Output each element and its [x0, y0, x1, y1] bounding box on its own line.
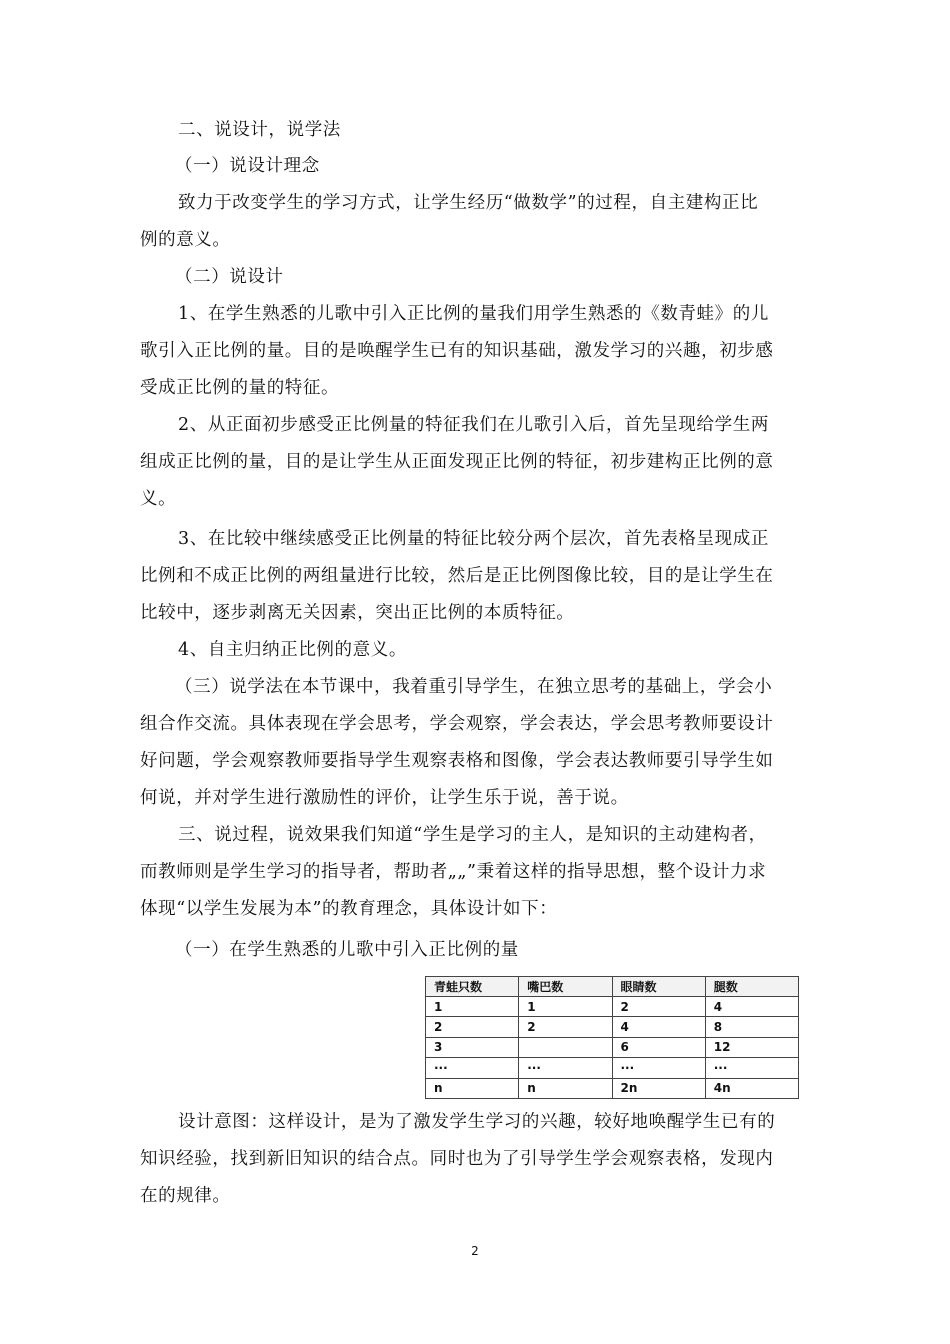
table-header-cell: 青蛙只数 — [426, 977, 519, 997]
paragraph-line: 3、在比较中继续感受正比例量的特征比较分两个层次，首先表格呈现成正 — [178, 529, 769, 549]
paragraph-line: 比例和不成正比例的两组量进行比较，然后是正比例图像比较，目的是让学生在 — [140, 566, 774, 586]
paragraph-line: 2、从正面初步感受正比例量的特征我们在儿歌引入后，首先呈现给学生两 — [178, 415, 769, 435]
table-cell: 2n — [612, 1078, 705, 1098]
table-cell: ··· — [612, 1058, 705, 1078]
table-cell: 8 — [705, 1017, 798, 1037]
table-cell: ··· — [705, 1058, 798, 1078]
frog-count-table-wrap — [425, 976, 799, 1099]
subheading-design: （二）说设计 — [175, 267, 284, 287]
paragraph-line: 例的意义。 — [140, 230, 231, 250]
paragraph-line: 组成正比例的量，目的是让学生从正面发现正比例的特征，初步建构正比例的意 — [140, 452, 774, 472]
table-row — [426, 1037, 799, 1057]
paragraph-line: 1、在学生熟悉的儿歌中引入正比例的量我们用学生熟悉的《数青蛙》的儿 — [178, 304, 769, 324]
paragraph-line: 受成正比例的量的特征。 — [140, 378, 340, 398]
table-row — [426, 1058, 799, 1078]
section-heading-2: 二、说设计，说学法 — [178, 120, 341, 140]
frog-count-table — [425, 976, 799, 1099]
paragraph-line: 在的规律。 — [140, 1186, 231, 1206]
paragraph-line: 义。 — [140, 489, 177, 509]
table-cell — [519, 1037, 612, 1057]
paragraph-line: 何说，并对学生进行激励性的评价，让学生乐于说，善于说。 — [140, 788, 629, 808]
table-header-cell: 腿数 — [705, 977, 798, 997]
table-cell: 4n — [705, 1078, 798, 1098]
paragraph-line: 好问题，学会观察教师要指导学生观察表格和图像，学会表达教师要引导学生如 — [140, 751, 774, 771]
table-cell: 4 — [705, 997, 798, 1017]
paragraph-line: 设计意图：这样设计，是为了激发学生学习的兴趣，较好地唤醒学生已有的 — [178, 1112, 776, 1132]
table-cell: n — [426, 1078, 519, 1098]
table-cell: 2 — [519, 1017, 612, 1037]
table-cell: 1 — [426, 997, 519, 1017]
table-header-cell: 眼睛数 — [612, 977, 705, 997]
page-number: 2 — [471, 1244, 479, 1258]
table-cell: n — [519, 1078, 612, 1098]
table-row — [426, 1078, 799, 1098]
table-cell: 1 — [519, 997, 612, 1017]
subheading-design-concept: （一）说设计理念 — [175, 156, 320, 176]
paragraph-line: 歌引入正比例的量。目的是唤醒学生已有的知识基础，激发学习的兴趣，初步感 — [140, 341, 774, 361]
section-heading-3: 三、说过程，说效果我们知道“学生是学习的主人，是知识的主动建构者， — [178, 825, 767, 845]
table-cell: 2 — [426, 1017, 519, 1037]
table-header-row — [426, 977, 799, 997]
paragraph-line: 知识经验，找到新旧知识的结合点。同时也为了引导学生学会观察表格，发现内 — [140, 1149, 774, 1169]
paragraph-line: 而教师则是学生学习的指导者，帮助者„„”秉着这样的指导思想，整个设计力求 — [140, 862, 767, 882]
paragraph-line: 4、自主归纳正比例的意义。 — [178, 640, 407, 660]
table-header-cell: 嘴巴数 — [519, 977, 612, 997]
subheading-nursery-rhyme: （一）在学生熟悉的儿歌中引入正比例的量 — [175, 940, 519, 960]
table-cell: 3 — [426, 1037, 519, 1057]
paragraph-line: 组合作交流。具体表现在学会思考，学会观察，学会表达，学会思考教师要设计 — [140, 714, 774, 734]
table-cell: 6 — [612, 1037, 705, 1057]
table-cell: 12 — [705, 1037, 798, 1057]
table-cell: 2 — [612, 997, 705, 1017]
paragraph-line: 比较中，逐步剥离无关因素，突出正比例的本质特征。 — [140, 603, 575, 623]
table-cell: ··· — [426, 1058, 519, 1078]
paragraph-line: （三）说学法在本节课中，我着重引导学生，在独立思考的基础上，学会小 — [175, 677, 773, 697]
table-row — [426, 997, 799, 1017]
table-row — [426, 1017, 799, 1037]
paragraph-line: 致力于改变学生的学习方式，让学生经历“做数学”的过程，自主建构正比 — [178, 193, 759, 213]
table-cell: 4 — [612, 1017, 705, 1037]
paragraph-line: 体现“以学生发展为本”的教育理念，具体设计如下： — [140, 899, 558, 919]
table-cell: ··· — [519, 1058, 612, 1078]
